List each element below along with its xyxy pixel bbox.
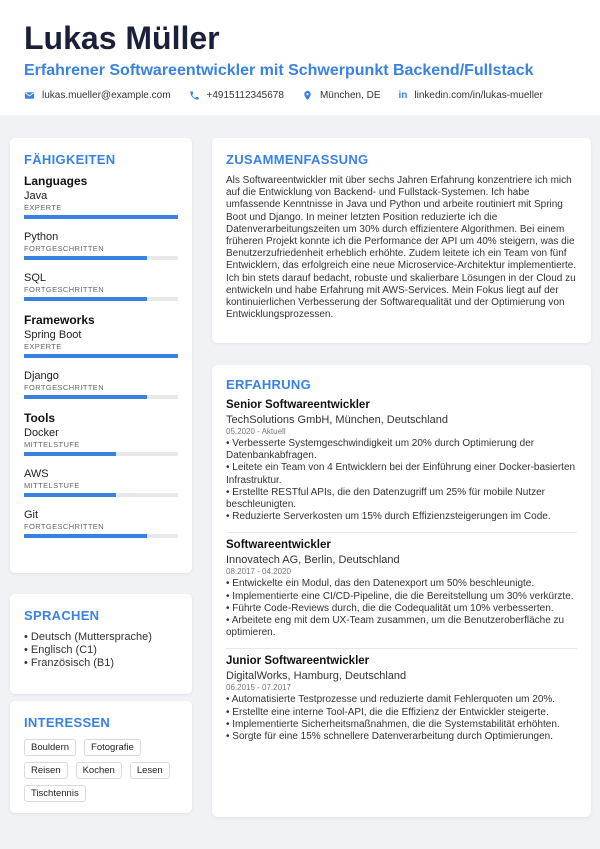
language-item: • Englisch (C1)	[24, 644, 97, 656]
skill-name: Django	[24, 370, 59, 382]
experience-card	[212, 365, 591, 817]
job-bullet: • Verbesserte Systemgeschwindigkeit um 20% durch Optimierung der Datenbankabfragen.	[226, 438, 535, 462]
contact-email[interactable]	[24, 90, 171, 101]
skill-item	[24, 468, 178, 497]
job-company: TechSolutions GmbH, München, Deutschland	[226, 414, 448, 426]
candidate-role: Erfahrener Softwareentwickler mit Schwerpunkt Backend/Fullstack	[24, 62, 534, 79]
experience-title: ERFAHRUNG	[226, 377, 312, 392]
skill-item	[24, 272, 178, 301]
skill-level-bar	[24, 215, 178, 219]
job-bullets	[226, 438, 577, 523]
skill-item	[24, 427, 178, 456]
job-title: Senior Softwareentwickler	[226, 399, 370, 411]
job-entry	[226, 538, 577, 639]
interest-tags	[24, 739, 178, 808]
job-bullet: • Führte Code-Reviews durch, die die Codequalität um 10% verbesserten.	[226, 602, 554, 614]
skill-name: SQL	[24, 272, 47, 284]
linkedin-text: linkedin.com/in/lukas-mueller	[414, 90, 543, 101]
skill-name: AWS	[24, 468, 49, 480]
skill-level-fill	[24, 493, 116, 497]
skill-level-fill	[24, 395, 147, 399]
skill-level: EXPERTE	[24, 342, 62, 351]
skill-level-bar	[24, 354, 178, 358]
skill-level-bar	[24, 452, 178, 456]
skill-level: FORTGESCHRITTEN	[24, 244, 105, 253]
skill-item	[24, 190, 178, 219]
location-text: München, DE	[319, 90, 381, 101]
location-pin-icon	[302, 90, 313, 101]
interest-tag: Lesen	[130, 762, 170, 779]
skills-title: FÄHIGKEITEN	[24, 152, 116, 167]
job-divider	[226, 648, 577, 649]
skill-level-fill	[24, 354, 178, 358]
contact-phone[interactable]	[189, 90, 284, 101]
job-bullet: • Erstellte RESTful APIs, die den Datenzugriff um 25% für mobile Nutzer beschleunigten.	[226, 486, 546, 511]
summary-title: ZUSAMMENFASSUNG	[226, 152, 369, 167]
skill-item	[24, 231, 178, 260]
job-bullets	[226, 578, 577, 639]
skill-level-fill	[24, 452, 116, 456]
skill-level-bar	[24, 395, 178, 399]
skill-name: Git	[24, 509, 39, 521]
skill-category: Tools	[24, 411, 56, 425]
job-dates: 05.2020 - Aktuell	[226, 427, 286, 436]
job-bullet: • Arbeitete eng mit dem UX-Team zusammen, um die Benutzeroberfläche zu optimieren.	[226, 615, 565, 639]
interests-card	[10, 701, 192, 813]
skill-level-bar	[24, 534, 178, 538]
job-entry	[226, 654, 577, 743]
skill-item	[24, 509, 178, 538]
job-bullet: • Implementierte eine CI/CD-Pipeline, die die Bereitstellung um 30% verkürzte.	[226, 590, 574, 602]
skill-level: FORTGESCHRITTEN	[24, 383, 105, 392]
skills-card	[10, 138, 192, 573]
job-bullet: • Automatisierte Testprozesse und reduzierte damit Fehlerquoten um 20%.	[226, 694, 556, 706]
skill-level-fill	[24, 215, 178, 219]
skill-category: Languages	[24, 174, 88, 188]
skill-name: Python	[24, 231, 59, 243]
phone-icon	[189, 90, 200, 101]
job-company: DigitalWorks, Hamburg, Deutschland	[226, 670, 407, 683]
skill-name: Java	[24, 190, 48, 202]
email-text: lukas.mueller@example.com	[42, 90, 171, 101]
skill-level: FORTGESCHRITTEN	[24, 522, 105, 531]
interest-tag: Tischtennis	[24, 785, 86, 802]
job-bullet: • Erstellte eine interne Tool-API, die die Effizienz der Entwickler steigerte.	[226, 706, 549, 718]
skill-name: Docker	[24, 427, 59, 439]
contact-location	[302, 90, 381, 101]
skill-item	[24, 329, 178, 358]
linkedin-icon: in	[398, 90, 408, 101]
language-item: • Französisch (B1)	[24, 657, 115, 669]
skills-list	[24, 174, 178, 538]
skill-level: EXPERTE	[24, 203, 62, 212]
skill-level: FORTGESCHRITTEN	[24, 285, 105, 294]
skill-category: Frameworks	[24, 313, 95, 327]
skill-level-fill	[24, 297, 147, 301]
interest-tag: Bouldern	[24, 739, 76, 756]
job-entry	[226, 398, 577, 523]
interests-title: INTERESSEN	[24, 715, 111, 730]
envelope-icon	[24, 90, 35, 101]
job-divider	[226, 532, 577, 533]
skill-name: Spring Boot	[24, 329, 82, 341]
skill-level-fill	[24, 534, 147, 538]
job-bullet: • Entwickelte ein Modul, das den Datenexport um 50% beschleunigte.	[226, 578, 535, 590]
job-title: Junior Softwareentwickler	[226, 655, 370, 668]
interest-tag: Fotografie	[84, 739, 141, 756]
contact-bar	[24, 90, 576, 101]
job-dates: 08.2017 - 04.2020	[226, 567, 291, 577]
candidate-name: Lukas Müller	[24, 20, 220, 56]
languages-title: SPRACHEN	[24, 608, 100, 623]
languages-list	[24, 631, 178, 670]
skill-level-bar	[24, 297, 178, 301]
languages-card	[10, 594, 192, 694]
resume-header	[0, 0, 600, 115]
job-dates: 06.2015 - 07.2017	[226, 683, 291, 693]
job-company: Innovatech AG, Berlin, Deutschland	[226, 554, 400, 567]
skill-level-bar	[24, 256, 178, 260]
phone-text: +4915112345678	[206, 90, 284, 101]
contact-linkedin[interactable]	[399, 90, 543, 101]
interest-tag: Reisen	[24, 762, 68, 779]
summary-text: Als Softwareentwickler mit über sechs Jahren Erfahrung konzentriere ich mich auf die Entwicklung von Backend- und Fullstack-Systemen. Ich habe umfassende Kenntnisse in Java und Python und arbeite routiniert mit Spring Boot und Django. In meiner letzten Position reduzierte ich die Datenverarbeitungszeiten um 30% durch effizientere Algorithmen. Bei einem früheren Projekt konnte ich die Performance der API um 40% steigern, was die Benutzerzufriedenheit erheblich erhöhte. Zudem leitete ich ein Team von fünf Entwicklern, das erfolgreich eine neue Microservice-Architektur implementierte. Ich bin stets darauf bedacht, robuste und skalierbare Lösungen in der Cloud zu entwickeln und habe Erfahrung mit AWS-Services. Mein Fokus liegt auf der kontinuierlichen Verbesserung der Softwarequalität und der Optimierung von Entwicklungsprozessen.	[226, 175, 577, 321]
job-title: Softwareentwickler	[226, 539, 331, 552]
skill-item	[24, 370, 178, 399]
job-bullet: • Implementierte Sicherheitsmaßnahmen, die die Systemstabilität erhöhten.	[226, 718, 560, 730]
job-bullet: • Sorgte für eine 15% schnellere Datenverarbeitung durch Optimierungen.	[226, 731, 554, 743]
skill-level-fill	[24, 256, 147, 260]
language-item: • Deutsch (Muttersprache)	[24, 631, 152, 643]
skill-level-bar	[24, 493, 178, 497]
summary-card	[212, 138, 591, 343]
skill-level: MITTELSTUFE	[24, 440, 80, 449]
job-bullet: • Reduzierte Serverkosten um 15% durch Effizienzsteigerungen im Code.	[226, 511, 551, 523]
job-bullets	[226, 694, 577, 743]
interest-tag: Kochen	[76, 762, 122, 779]
job-bullet: • Leitete ein Team von 4 Entwicklern bei der Einführung einer Docker-basierten Infrastruktur.	[226, 462, 576, 486]
skill-level: MITTELSTUFE	[24, 481, 80, 490]
